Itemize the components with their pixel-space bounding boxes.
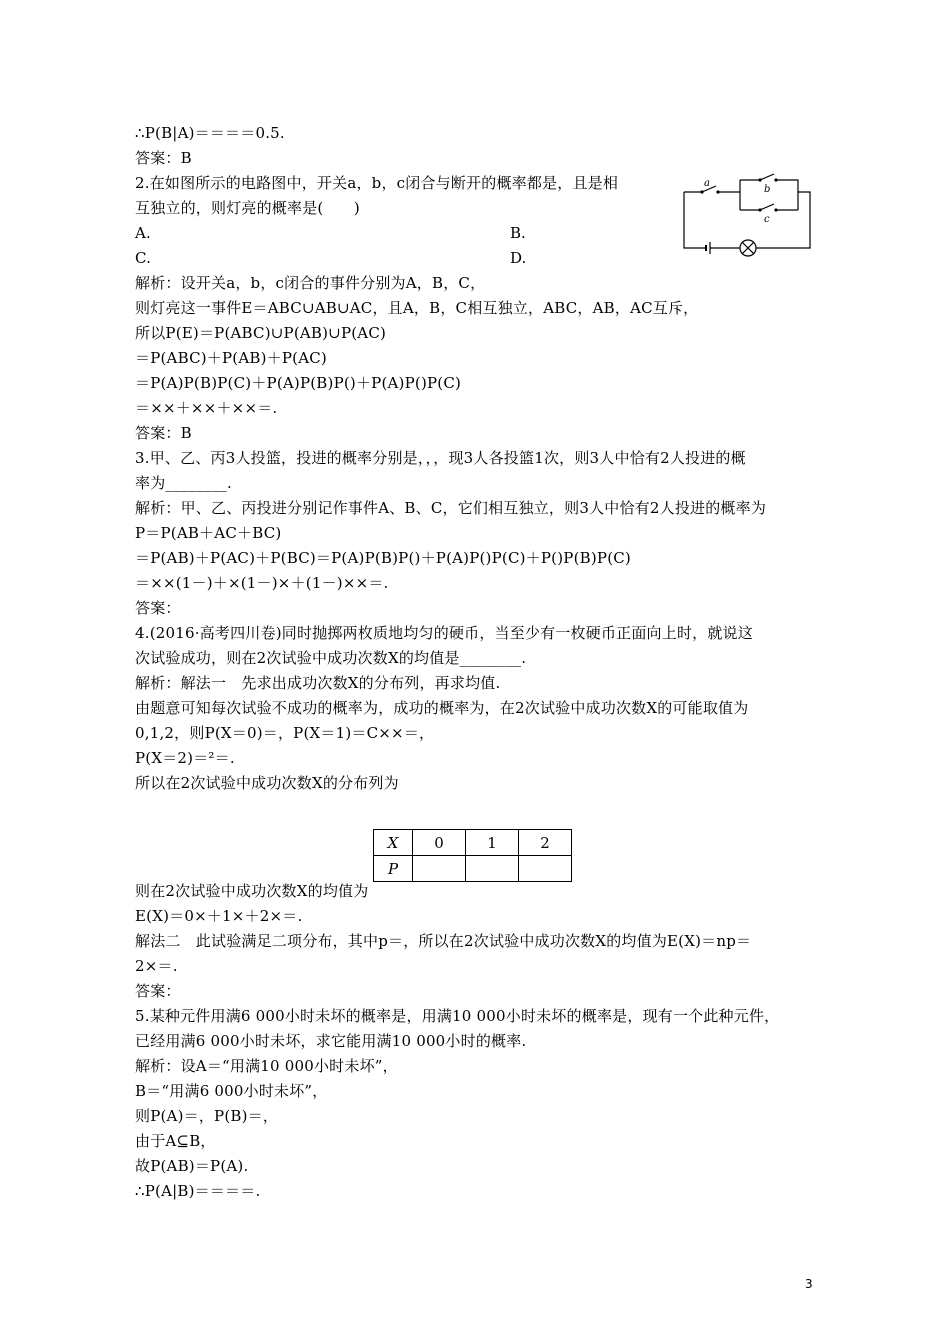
option-a: A. — [135, 224, 152, 242]
text-line: 2×＝. — [135, 957, 178, 975]
text-line: ＝P(AB)＋P(AC)＋P(BC)＝P(A)P(B)P()＋P(A)P()P(C)＋P()P(B)P(C) — [135, 549, 631, 567]
text-line: 次试验成功，则在2次试验中成功次数X的均值是________. — [135, 649, 527, 667]
text-line: 则P(A)＝，P(B)＝， — [135, 1107, 279, 1125]
table-cell: P — [374, 856, 413, 882]
text-line: 答案：B — [135, 424, 192, 442]
option-b: B. — [510, 224, 526, 242]
switch-label-c: c — [764, 214, 770, 225]
table-cell: 2 — [519, 830, 572, 856]
text-line: 5.某种元件用满6 000小时未坏的概率是，用满10 000小时未坏的概率是，现有一个此种元件， — [135, 1007, 780, 1025]
text-line: B＝“用满6 000小时未坏”， — [135, 1082, 328, 1100]
table-cell: 1 — [466, 830, 519, 856]
text-line: 0,1,2，则P(X＝0)＝，P(X＝1)＝C××＝， — [135, 724, 435, 742]
switch-label-a: a — [704, 178, 710, 189]
text-line: 由于A⊆B， — [135, 1132, 216, 1150]
text-line: 所以P(E)＝P(ABC)∪P(AB)∪P(AC) — [135, 324, 387, 342]
text-line: ＝××(1－)＋×(1－)×＋(1－)××＝. — [135, 574, 389, 592]
text-line: 已经用满6 000小时未坏，求它能用满10 000小时的概率. — [135, 1032, 527, 1050]
text-line: 解析：设开关a，b，c闭合的事件分别为A，B，C， — [135, 274, 486, 292]
table-row — [374, 830, 572, 856]
text-line: 答案： — [135, 982, 181, 1000]
text-line: ∴P(A|B)＝＝＝＝. — [135, 1182, 261, 1200]
distribution-table — [373, 829, 572, 882]
text-line: 所以在2次试验中成功次数X的分布列为 — [135, 774, 399, 792]
text-line: 则灯亮这一事件E＝ABC∪AB∪AC，且A，B，C相互独立，ABC，AB，AC互斥， — [135, 299, 699, 317]
text-line: 率为________. — [135, 474, 232, 492]
text-line: 解析：甲、乙、丙投进分别记作事件A、B、C，它们相互独立，则3人中恰有2人投进的概率为 — [135, 499, 767, 517]
circuit-diagram — [680, 172, 815, 258]
table-cell — [466, 856, 519, 882]
text-line: 则在2次试验中成功次数X的均值为 — [135, 882, 369, 900]
text-line: 故P(AB)＝P(A). — [135, 1157, 249, 1175]
text-line: 互独立的，则灯亮的概率是( ) — [135, 199, 360, 217]
text-line: 由题意可知每次试验不成功的概率为，成功的概率为，在2次试验中成功次数X的可能取值为 — [135, 699, 749, 717]
text-line: 答案：B — [135, 149, 192, 167]
table-cell — [519, 856, 572, 882]
text-line: ∴P(B|A)＝＝＝＝0.5. — [135, 124, 285, 142]
table-cell: X — [374, 830, 413, 856]
text-line: P(X＝2)＝²＝. — [135, 749, 235, 767]
option-d: D. — [510, 249, 527, 267]
text-line: 解析：设A＝“用满10 000小时未坏”， — [135, 1057, 398, 1075]
text-line: ＝××＋××＋××＝. — [135, 399, 278, 417]
text-line: 解法二 此试验满足二项分布，其中p＝，所以在2次试验中成功次数X的均值为E(X)＝np＝ — [135, 932, 752, 950]
text-line: P＝P(AB＋AC＋BC) — [135, 524, 282, 542]
option-c: C. — [135, 249, 152, 267]
table-cell — [413, 856, 466, 882]
text-line: E(X)＝0×＋1×＋2×＝. — [135, 907, 303, 925]
text-line: ＝P(ABC)＋P(AB)＋P(AC) — [135, 349, 327, 367]
text-line: 3.甲、乙、丙3人投篮，投进的概率分别是，，，现3人各投篮1次，则3人中恰有2人投进的概 — [135, 449, 746, 467]
text-line: ＝P(A)P(B)P(C)＋P(A)P(B)P()＋P(A)P()P(C) — [135, 374, 462, 392]
text-line: 答案： — [135, 599, 181, 617]
text-line: 2.在如图所示的电路图中，开关a，b，c闭合与断开的概率都是，且是相 — [135, 174, 619, 192]
text-line: 解析：解法一 先求出成功次数X的分布列，再求均值. — [135, 674, 501, 692]
page-number: 3 — [805, 1277, 813, 1291]
table-cell: 0 — [413, 830, 466, 856]
table-row — [374, 856, 572, 882]
switch-label-b: b — [764, 184, 771, 195]
text-line: 4.(2016·高考四川卷)同时抛掷两枚质地均匀的硬币，当至少有一枚硬币正面向上时，就说这 — [135, 624, 753, 642]
